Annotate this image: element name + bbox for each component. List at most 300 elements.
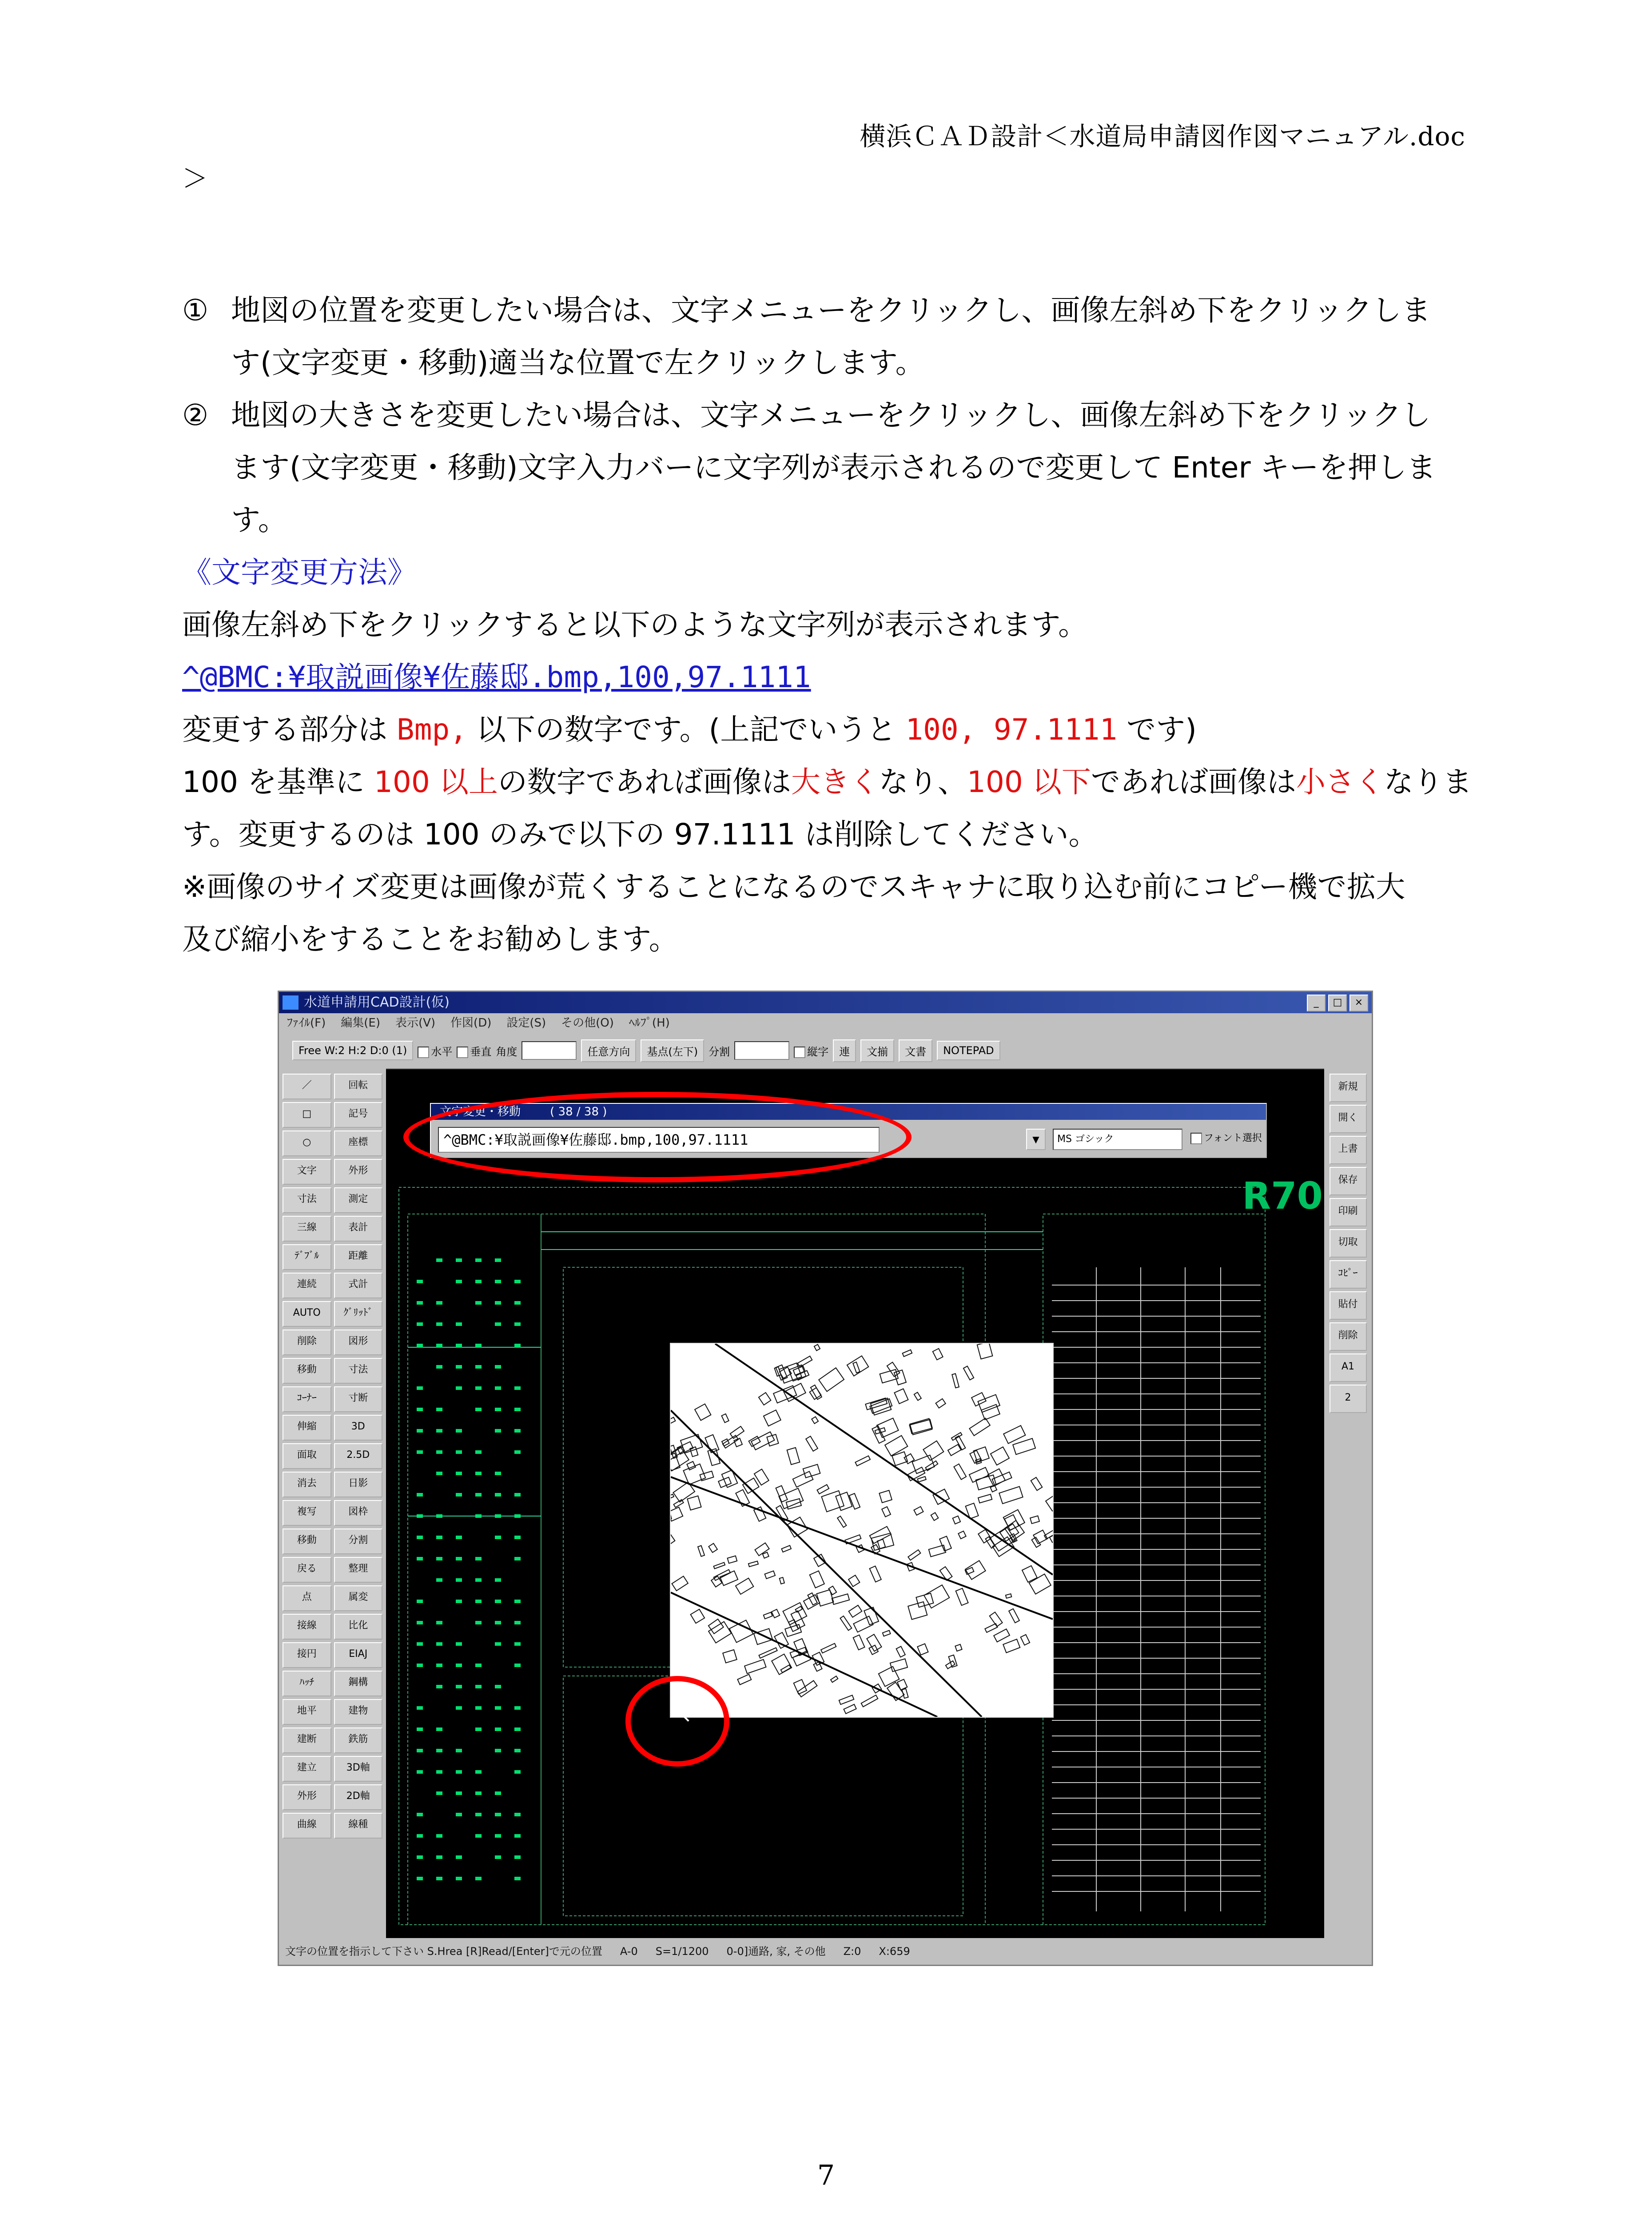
right-tool-button[interactable]: 切取 [1330, 1229, 1367, 1258]
map-building [781, 1545, 791, 1552]
map-building [969, 1418, 990, 1436]
consecutive-button[interactable]: 連 [833, 1039, 856, 1062]
map-building [933, 1349, 943, 1360]
map-building [908, 1602, 927, 1620]
map-building [759, 1393, 771, 1405]
cad-marker [417, 1408, 423, 1411]
right-tool-button[interactable]: 新規 [1330, 1074, 1367, 1102]
map-building [864, 1607, 879, 1625]
minimize-button[interactable]: _ [1307, 995, 1326, 1011]
vertical-checkbox[interactable]: 垂直 [457, 1043, 491, 1059]
left-tool-button[interactable]: 記号 [334, 1102, 383, 1128]
map-building [855, 1456, 870, 1466]
cad-marker [456, 1536, 462, 1539]
cad-marker [417, 1322, 423, 1326]
map-building [803, 1465, 820, 1478]
cad-marker [495, 1408, 501, 1411]
cad-marker [436, 1450, 442, 1454]
map-building [917, 1477, 926, 1482]
cad-marker [495, 1578, 501, 1582]
map-building [1046, 1490, 1053, 1511]
cad-marker [495, 1727, 501, 1731]
map-building [698, 1546, 705, 1556]
cad-marker [436, 1877, 442, 1880]
map-building [882, 1507, 891, 1517]
map-building [728, 1556, 737, 1564]
text-input-field[interactable]: ^@BMC:¥取説画像¥佐藤邸.bmp,100,97.1111 [438, 1127, 880, 1153]
cad-marker [514, 1834, 521, 1838]
map-building [764, 1612, 772, 1619]
mouse-cursor-icon: ↖ [674, 1703, 693, 1727]
cad-marker [456, 1365, 462, 1369]
checkbox-icon [418, 1047, 429, 1058]
cad-marker [475, 1472, 482, 1475]
map-building [956, 1588, 968, 1605]
cad-marker [417, 1536, 423, 1539]
cad-marker [495, 1322, 501, 1326]
left-tool-button[interactable]: 外形 [283, 1784, 331, 1810]
left-tool-button[interactable]: □ [283, 1102, 331, 1128]
cad-marker [475, 1813, 482, 1816]
map-building [806, 1436, 818, 1451]
left-tool-button[interactable]: 式計 [334, 1273, 383, 1298]
map-building [936, 1399, 946, 1408]
cad-marker [514, 1706, 521, 1710]
map-building [839, 1695, 854, 1704]
right-tool-button[interactable]: 保存 [1330, 1167, 1367, 1195]
cad-marker [417, 1749, 423, 1752]
cad-marker [436, 1621, 442, 1624]
map-building [714, 1562, 725, 1568]
font-select[interactable]: MS ゴシック [1053, 1129, 1182, 1150]
left-tool-button[interactable]: 2D軸 [334, 1784, 383, 1810]
cad-marker [456, 1770, 462, 1774]
map-building [828, 1586, 836, 1595]
history-dropdown-button[interactable] [1026, 1129, 1046, 1150]
map-building [691, 1609, 705, 1624]
map-building [1003, 1639, 1020, 1652]
left-tool-button[interactable]: 移動 [283, 1528, 331, 1554]
angle-select[interactable] [521, 1041, 577, 1060]
cad-marker [456, 1706, 462, 1710]
map-building [721, 1414, 728, 1423]
cad-marker [417, 1557, 423, 1560]
cad-marker [514, 1557, 521, 1560]
close-button[interactable]: × [1349, 995, 1368, 1011]
map-building [1030, 1516, 1039, 1523]
map-building [909, 1420, 932, 1434]
left-tool-button[interactable]: ｺｰﾅｰ [283, 1386, 331, 1412]
code-link[interactable]: ^@BMC:¥取説画像¥佐藤邸.bmp,100,97.1111 [182, 660, 811, 694]
left-tool-button[interactable]: 移動 [283, 1358, 331, 1384]
map-building [963, 1366, 974, 1380]
map-building [916, 1593, 933, 1607]
map-building [954, 1464, 966, 1480]
cad-marker [417, 1493, 423, 1497]
left-tool-button[interactable]: 戻る [283, 1557, 331, 1583]
right-tool-button[interactable]: 2 [1330, 1385, 1367, 1413]
cad-marker [475, 1258, 482, 1262]
left-tool-button[interactable]: 寸断 [334, 1386, 383, 1412]
cad-marker [436, 1322, 442, 1326]
map-building [781, 1665, 791, 1672]
cad-marker [495, 1493, 501, 1497]
cad-marker [475, 1877, 482, 1880]
left-tool-button[interactable]: 連続 [283, 1273, 331, 1298]
cad-screenshot [278, 991, 1373, 1966]
map-building [821, 1644, 836, 1653]
map-building [939, 1536, 951, 1551]
cad-marker [436, 1791, 442, 1795]
font-select-checkbox[interactable]: フォント選択 [1190, 1130, 1262, 1144]
map-building [894, 1389, 908, 1404]
left-tool-button[interactable]: 属変 [334, 1585, 383, 1611]
map-building [723, 1650, 737, 1663]
map-building [765, 1571, 775, 1579]
map-building [914, 1392, 921, 1400]
left-tool-button[interactable]: 距離 [334, 1244, 383, 1270]
map-building [817, 1485, 829, 1494]
map-building [861, 1695, 878, 1707]
map-building [887, 1362, 900, 1377]
cad-marker [417, 1770, 423, 1774]
cad-marker [436, 1344, 442, 1347]
map-building [978, 1494, 992, 1503]
map-building [969, 1467, 989, 1482]
map-building [736, 1578, 753, 1594]
map-building [671, 1417, 675, 1428]
arbitrary-direction-button[interactable]: 任意方向 [581, 1039, 636, 1062]
left-tool-button[interactable]: 3D [334, 1415, 383, 1441]
status-message: 文字の位置を指示して下さい S.Hrea [R]Read/[Enter]で元の位置 [285, 1945, 602, 1958]
map-building [1006, 1594, 1011, 1598]
cad-marker [436, 1408, 442, 1411]
body-text [182, 284, 1484, 966]
section-title: 《文字変更方法》 [182, 555, 417, 589]
divide-select[interactable] [734, 1041, 789, 1060]
cad-marker [475, 1706, 482, 1710]
cad-marker [436, 1642, 442, 1646]
notepad-button[interactable]: NOTEPAD [937, 1041, 1000, 1060]
left-tool-button[interactable]: 鉄筋 [334, 1727, 383, 1753]
map-image[interactable] [670, 1343, 1054, 1718]
right-tool-button[interactable]: 上書 [1330, 1136, 1367, 1164]
left-tool-button[interactable]: 分割 [334, 1528, 383, 1554]
cad-marker [514, 1536, 521, 1539]
map-building [737, 1674, 751, 1684]
note-line-1: ※画像のサイズ変更は画像が荒くすることになるのでスキャナに取り込む前にコピー機で拡大 [182, 870, 1405, 904]
map-building [690, 1447, 698, 1457]
map-building [981, 1405, 1000, 1420]
left-tool-button[interactable]: 建物 [334, 1699, 383, 1725]
cad-marker [417, 1280, 423, 1283]
cad-marker [456, 1557, 462, 1560]
map-building [999, 1486, 1023, 1504]
cad-marker [436, 1578, 442, 1582]
map-building [759, 1648, 777, 1658]
left-tool-button[interactable]: 伸縮 [283, 1415, 331, 1441]
left-tool-button[interactable]: 2.5D [334, 1443, 383, 1469]
menu-draw[interactable]: 作図(D) [450, 1016, 492, 1030]
text-edit-button[interactable]: 文書 [899, 1039, 932, 1062]
left-tool-button[interactable]: 3D軸 [334, 1756, 383, 1782]
cad-marker [475, 1493, 482, 1497]
right-tool-button[interactable]: 貼付 [1330, 1291, 1367, 1320]
cad-marker [514, 1664, 521, 1667]
free-mode-button[interactable]: Free W:2 H:2 D:0 (1) [292, 1041, 413, 1060]
status-x: X:659 [879, 1945, 910, 1958]
cad-marker [456, 1877, 462, 1880]
map-building [671, 1494, 674, 1505]
chevron-down-icon: ▼ [1032, 1134, 1039, 1145]
document-header: 横浜ＣＡＤ設計＜水道局申請図作図マニュアル.doc [860, 121, 1465, 151]
cad-marker [514, 1450, 521, 1454]
cad-marker [436, 1472, 442, 1475]
left-tool-button[interactable]: 消去 [283, 1472, 331, 1497]
cad-marker [495, 1791, 501, 1795]
cad-marker [475, 1578, 482, 1582]
left-tool-button[interactable]: 日影 [334, 1472, 383, 1497]
cad-marker [456, 1685, 462, 1688]
cad-marker [436, 1557, 442, 1560]
map-building [1013, 1438, 1035, 1454]
maximize-button[interactable]: □ [1328, 995, 1347, 1011]
left-tool-button[interactable]: 寸法 [283, 1187, 331, 1213]
left-tool-button[interactable]: 三線 [283, 1216, 331, 1242]
cad-marker [456, 1791, 462, 1795]
step-number: ② [182, 398, 209, 432]
cad-marker [475, 1600, 482, 1603]
menu-help[interactable]: ﾍﾙﾌﾟ(H) [629, 1016, 670, 1030]
cad-marker [475, 1685, 482, 1688]
map-building [977, 1344, 993, 1359]
cad-marker [495, 1365, 501, 1369]
map-building [870, 1526, 891, 1543]
cad-marker [475, 1791, 482, 1795]
app-icon [283, 995, 299, 1010]
toolbar [279, 1033, 1372, 1069]
cad-marker [417, 1877, 423, 1880]
cad-marker [417, 1727, 423, 1731]
cad-marker [495, 1258, 501, 1262]
left-tool-button[interactable]: 接線 [283, 1614, 331, 1640]
left-tool-button[interactable]: 整理 [334, 1557, 383, 1583]
left-tool-button[interactable]: 図形 [334, 1329, 383, 1355]
map-drawing [671, 1344, 1053, 1717]
right-tool-button[interactable]: 開く [1330, 1105, 1367, 1133]
cad-marker [436, 1365, 442, 1369]
menu-other[interactable]: その他(O) [561, 1016, 614, 1030]
cad-marker [514, 1344, 521, 1347]
cad-marker [417, 1621, 423, 1624]
left-tool-button[interactable]: 表計 [334, 1216, 383, 1242]
cad-marker [417, 1344, 423, 1347]
left-tool-button[interactable]: 建立 [283, 1756, 331, 1782]
cad-marker [475, 1770, 482, 1774]
text-align-button[interactable]: 文揃 [860, 1039, 894, 1062]
cad-marker [417, 1600, 423, 1603]
map-building [923, 1441, 943, 1461]
document-header-continuation: ＞ [182, 163, 208, 194]
cad-marker [456, 1664, 462, 1667]
map-building [793, 1471, 813, 1487]
status-bar [279, 1938, 1372, 1965]
map-building [871, 1533, 894, 1550]
cad-marker [475, 1557, 482, 1560]
cad-marker [417, 1855, 423, 1859]
cad-marker [495, 1642, 501, 1646]
cad-marker [514, 1877, 521, 1880]
status-category: 0-0]通路, 家, その他 [726, 1945, 826, 1958]
cad-marker [514, 1770, 521, 1774]
cad-marker [514, 1642, 521, 1646]
left-tool-button[interactable]: 複写 [283, 1500, 331, 1526]
map-building [952, 1373, 959, 1388]
map-building [672, 1576, 688, 1591]
step-2-line-1: ② 地図の大きさを変更したい場合は、文字メニューをクリックし、画像左斜め下をクリックし [182, 389, 1484, 442]
left-tool-button[interactable]: 比化 [334, 1614, 383, 1640]
cad-marker [417, 1450, 423, 1454]
left-tool-button[interactable]: 図枠 [334, 1500, 383, 1526]
left-tool-button[interactable]: 削除 [283, 1329, 331, 1355]
left-tool-button[interactable]: 線種 [334, 1813, 383, 1839]
map-building [810, 1571, 824, 1588]
map-building [1009, 1609, 1019, 1623]
left-tool-button[interactable]: 点 [283, 1585, 331, 1611]
map-building [849, 1605, 862, 1617]
status-scale: S=1/1200 [655, 1945, 709, 1958]
right-tool-button[interactable]: 印刷 [1330, 1198, 1367, 1226]
map-building [714, 1570, 730, 1580]
left-tool-button[interactable]: ﾊｯﾁ [283, 1671, 331, 1696]
map-building [955, 1644, 962, 1651]
cad-marker [514, 1600, 521, 1603]
cad-marker [475, 1621, 482, 1624]
left-tool-button[interactable]: EIAJ [334, 1642, 383, 1668]
cad-marker [495, 1749, 501, 1752]
cad-marker [495, 1621, 501, 1624]
left-tool-button[interactable]: ○ [283, 1130, 331, 1156]
map-building [870, 1566, 881, 1582]
left-tool-button[interactable]: 鋼構 [334, 1671, 383, 1696]
cad-marker [456, 1642, 462, 1646]
cad-marker [456, 1855, 462, 1859]
cad-marker [514, 1429, 521, 1433]
cad-marker [514, 1493, 521, 1497]
map-building [953, 1516, 960, 1524]
app-logo: R70 [1242, 1174, 1323, 1218]
cad-marker [436, 1429, 442, 1433]
left-tool-button[interactable]: 接円 [283, 1642, 331, 1668]
right-tool-button[interactable]: ｺﾋﾟｰ [1330, 1260, 1367, 1289]
cad-marker [417, 1664, 423, 1667]
left-tool-button[interactable]: 測定 [334, 1187, 383, 1213]
left-tool-button[interactable]: 座標 [334, 1130, 383, 1156]
highlight-circle-dialog [403, 1092, 912, 1182]
map-building [908, 1550, 920, 1560]
left-tool-button[interactable]: ｸﾞﾘｯﾄﾞ [334, 1301, 383, 1327]
left-tool-button[interactable]: 外形 [334, 1159, 383, 1185]
horizontal-checkbox[interactable]: 水平 [418, 1043, 452, 1059]
left-tool-button[interactable]: 曲線 [283, 1813, 331, 1839]
left-tool-button[interactable]: 地平 [283, 1699, 331, 1725]
left-tool-button[interactable]: 寸法 [334, 1358, 383, 1384]
left-tool-button[interactable]: 文字 [283, 1159, 331, 1185]
step-1-line-2: す(文字変更・移動)適当な位置で左クリックします。 [231, 346, 925, 380]
menu-file[interactable]: ﾌｧｲﾙ(F) [287, 1016, 326, 1030]
cad-marker [514, 1621, 521, 1624]
left-tool-button[interactable]: ／ [283, 1074, 331, 1099]
menu-bar [279, 1013, 1372, 1033]
map-road [671, 1410, 982, 1717]
cad-marker [514, 1322, 521, 1326]
map-building [671, 1533, 675, 1544]
map-building [729, 1620, 753, 1642]
checkbox-icon [1190, 1133, 1202, 1144]
vertical-text-checkbox[interactable]: 縦字 [794, 1043, 828, 1059]
cad-marker [495, 1536, 501, 1539]
left-tool-button[interactable]: 建断 [283, 1727, 331, 1753]
map-building [671, 1507, 683, 1521]
cad-marker [475, 1834, 482, 1838]
cad-marker [417, 1429, 423, 1433]
map-building [709, 1544, 717, 1552]
step-1-line-1: ① 地図の位置を変更したい場合は、文字メニューをクリックし、画像左斜め下をクリックしま [182, 284, 1484, 337]
cad-marker [436, 1514, 442, 1518]
window-title: 水道申請用CAD設計(仮) [304, 995, 450, 1010]
menu-view[interactable]: 表示(V) [395, 1016, 436, 1030]
cad-marker [436, 1685, 442, 1688]
map-building [844, 1704, 856, 1714]
page-number: 7 [817, 2159, 835, 2191]
map-building [837, 1516, 846, 1527]
menu-settings[interactable]: 設定(S) [506, 1016, 546, 1030]
map-building [848, 1575, 860, 1587]
base-point-button[interactable]: 基点(左下) [641, 1039, 704, 1062]
left-tool-button[interactable]: AUTO [283, 1301, 331, 1327]
map-building [931, 1513, 939, 1520]
menu-edit[interactable]: 編集(E) [341, 1016, 380, 1030]
map-building [794, 1680, 807, 1694]
angle-label: 角度 [496, 1045, 517, 1058]
cad-marker [417, 1706, 423, 1710]
left-tool-button[interactable]: ﾃﾞﾌﾞﾙ [283, 1244, 331, 1270]
paragraph-3: 100 を基準に 100 以上の数字であれば画像は大きくなり、100 以下であれば画像は小さくなりま [182, 765, 1472, 799]
left-tool-button[interactable]: 回転 [334, 1074, 383, 1099]
cad-marker [514, 1749, 521, 1752]
cad-marker [475, 1664, 482, 1667]
cad-marker [495, 1514, 501, 1518]
status-layer: A-0 [620, 1945, 638, 1958]
cad-marker [495, 1280, 501, 1283]
paragraph-2: 変更する部分は Bmp, 以下の数字です。(上記でいうと 100, 97.1111 です) [182, 712, 1197, 747]
map-building [764, 1410, 781, 1426]
cad-marker [456, 1600, 462, 1603]
cad-marker [495, 1855, 501, 1859]
cad-marker [475, 1514, 482, 1518]
map-building [958, 1531, 966, 1539]
left-tool-button[interactable]: 面取 [283, 1443, 331, 1469]
cad-marker [417, 1642, 423, 1646]
right-tool-button[interactable]: A1 [1330, 1353, 1367, 1382]
map-building [709, 1622, 731, 1643]
map-building [785, 1624, 801, 1636]
map-building [797, 1680, 817, 1697]
map-building [1029, 1574, 1051, 1594]
map-building [812, 1417, 818, 1423]
map-building [917, 1644, 928, 1655]
right-tool-button[interactable]: 削除 [1330, 1322, 1367, 1351]
